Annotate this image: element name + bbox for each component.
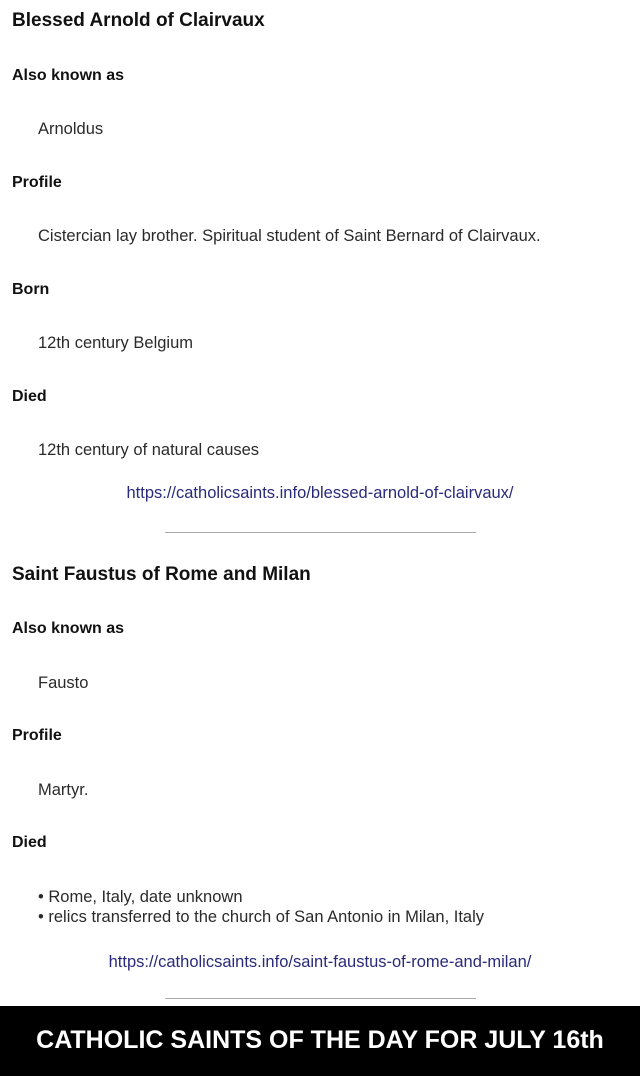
also-known-as-value: Fausto <box>38 674 89 692</box>
died-value: 12th century of natural causes <box>38 441 260 459</box>
saint-title: Blessed Arnold of Clairvaux <box>12 10 265 31</box>
born-value: 12th century Belgium <box>38 334 194 352</box>
also-known-as-value: Arnoldus <box>38 120 104 138</box>
also-known-as-label: Also known as <box>12 620 125 637</box>
banner-text: CATHOLIC SAINTS OF THE DAY FOR JULY 16th <box>36 1026 604 1054</box>
saint-title: Saint Faustus of Rome and Milan <box>12 564 311 585</box>
saint-link[interactable]: https://catholicsaints.info/blessed-arnold-of-clairvaux/ <box>126 484 514 502</box>
saint-link[interactable]: https://catholicsaints.info/saint-faustus-of-rome-and-milan/ <box>108 953 532 971</box>
profile-value: Martyr. <box>38 781 89 799</box>
divider <box>165 998 476 999</box>
died-item: • relics transferred to the church of San Antonio in Milan, Italy <box>38 908 484 926</box>
died-label: Died <box>12 834 47 851</box>
died-label: Died <box>12 388 47 405</box>
also-known-as-label: Also known as <box>12 67 125 84</box>
divider <box>165 532 476 533</box>
died-item: • Rome, Italy, date unknown <box>38 888 243 906</box>
profile-value: Cistercian lay brother. Spiritual student of Saint Bernard of Clairvaux. <box>38 227 541 245</box>
profile-label: Profile <box>12 174 62 191</box>
born-label: Born <box>12 281 50 298</box>
profile-label: Profile <box>12 727 62 744</box>
caption-banner <box>0 1006 640 1076</box>
